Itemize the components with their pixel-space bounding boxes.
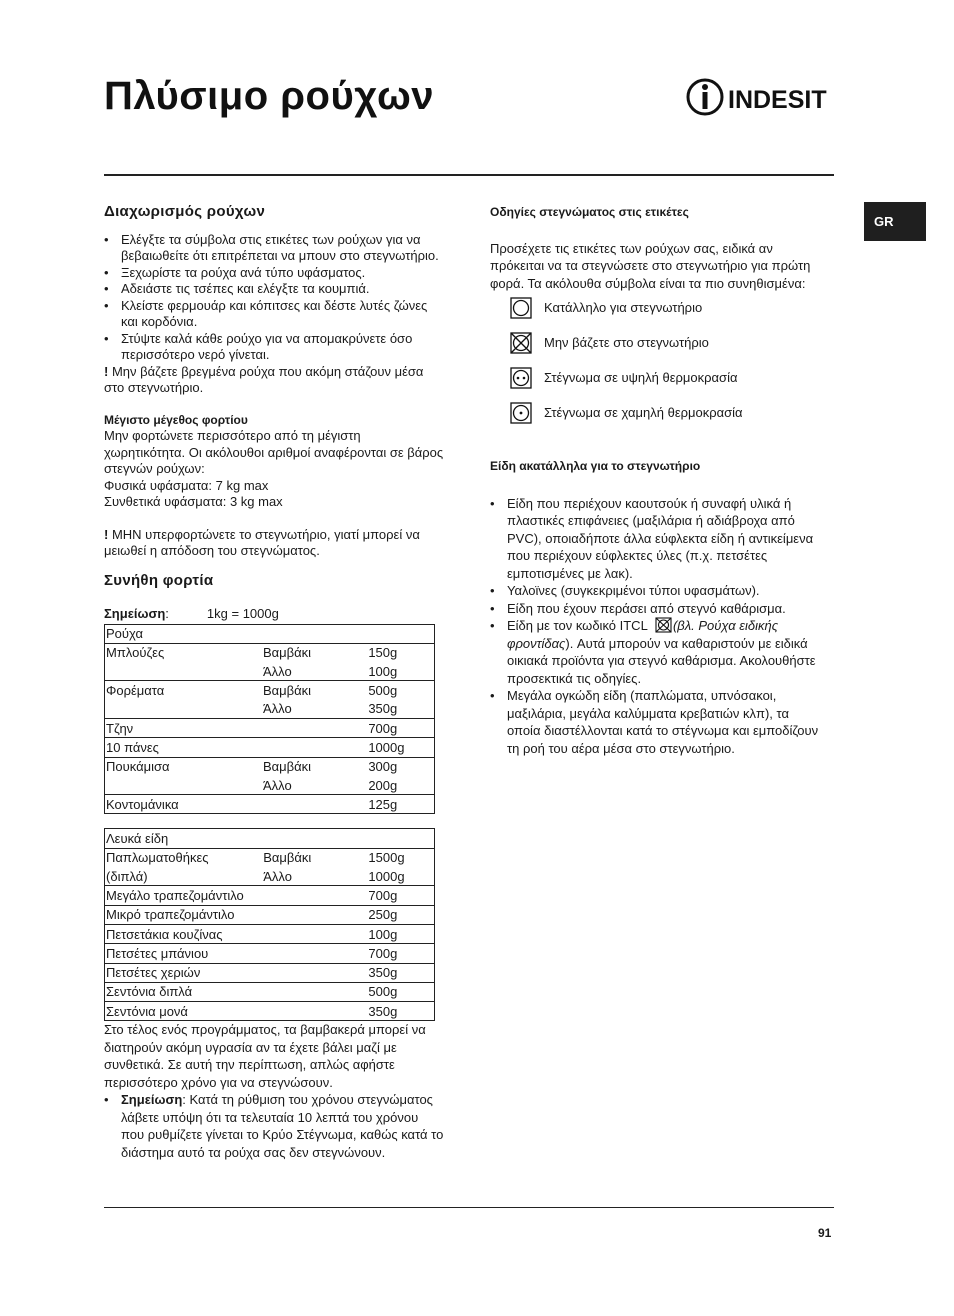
unsuitable-heading: Είδη ακατάλληλα για το στεγνωτήριο [490, 459, 701, 473]
clothes-table-grid [105, 625, 435, 814]
table-row [105, 848, 435, 867]
linen-table-grid [105, 829, 435, 1020]
table-cell-weight: 700g [368, 945, 398, 961]
bullet-note-text: : Κατά τη ρύθμιση του χρόνου στεγνώματος λάβετε υπόψη ότι τα τελευταία 10 λεπτά του χρόνου που ρυθμίζετε γίνεται το Κρύο Στέγνωμα, καθώς κατά το διάστημα αυτό τα ρούχα σας δεν στεγνώνουν. [121, 1092, 444, 1160]
table-row [105, 1002, 435, 1021]
clothes-table [104, 624, 435, 815]
table-cell-item: (διπλά) [106, 868, 148, 884]
table-cell-weight: 200g [368, 777, 398, 793]
table-cell-weight: 100g [368, 926, 398, 942]
sorting-warning [104, 364, 444, 397]
table-cell-weight: 150g [368, 645, 398, 661]
table-cell-item: Πουκάμισα [106, 759, 170, 775]
loads-after-text: Στο τέλος ενός προγράμματος, τα βαμβακερά μπορεί να διατηρούν ακόμη υγρασία αν τα έχετε βάλει μαζί με συνθετικά. Σε αυτή την περίπτωση, απλώς αφήστε περισσότερο χρόνο για να στεγνώσουν. [104, 1022, 426, 1090]
unsuitable-list [490, 495, 820, 758]
symbol-row [490, 325, 820, 360]
list-item: • Είδη που έχουν περάσει από στεγνό καθάρισμα. [490, 600, 820, 618]
table-cell-type [262, 963, 367, 982]
table-cell-weight: 250g [368, 907, 398, 923]
list-item: • Αδειάστε τις τσέπες και ελέγξτε τα κουμπιά. [104, 281, 444, 298]
warning-mark: ! [104, 363, 109, 379]
symbol-row [490, 360, 820, 395]
itcl-symbol-icon [655, 617, 672, 633]
warning-mark: ! [104, 526, 109, 542]
max-load-warning-text: ΜΗΝ υπερφορτώνετε το στεγνωτήριο, γιατί μπορεί να μειωθεί η απόδοση του στεγνώματος. [104, 526, 420, 558]
itcl-text-pre: Είδη με τον κωδικό ITCL [507, 618, 648, 633]
table-cell-type [262, 718, 367, 737]
table-cell-item: Παπλωματοθήκες [106, 850, 209, 866]
table-cell-type [262, 924, 367, 943]
labels-heading: Οδηγίες στεγνώματος στις ετικέτες [490, 205, 689, 219]
table-row [105, 886, 435, 905]
table-header: Ρούχα [106, 626, 144, 642]
table-cell-item: Τζην [106, 720, 134, 736]
table-cell-type: Βαμβάκι [263, 850, 312, 866]
table-cell-item: Μεγάλο τραπεζομάντιλο [106, 888, 244, 903]
list-item: • Ξεχωρίστε τα ρούχα ανά τύπο υφάσματος. [104, 265, 444, 282]
table-cell-weight: 1500g [368, 850, 405, 866]
table-cell-weight: 700g [368, 888, 398, 903]
list-item: • Υαλοϊνες (συγκεκριμένοι τύποι υφασμάτων). [490, 582, 820, 600]
table-cell-item: Πετσετάκια κουζίνας [106, 926, 223, 942]
list-item: • Είδη που περιέχουν καουτσούκ ή συναφή υλικά ή πλαστικές επιφάνειες (μαξιλάρια ή αδιάβροχα από PVC), οποιαδήποτε άλλα εύφλεκτα είδη ή αντικείμενα που περιέχουν εύφλεκτες ύλες (π.χ. πετσέτες εμποτισμένες με λακ). [490, 495, 820, 583]
do-not-tumble-dry-icon [510, 332, 532, 354]
table-cell-weight: 300g [368, 759, 398, 775]
table-cell-item: Σεντόνια διπλά [106, 984, 193, 1000]
table-cell-type [262, 982, 367, 1001]
table-cell-type [262, 738, 367, 757]
labels-text: Προσέχετε τις ετικέτες των ρούχων σας, ειδικά αν πρόκειται να τα στεγνώσετε στο στεγνωτήριο για πρώτη φορά. Τα ακόλουθα σύμβολα είναι τα πιο συνηθισμένα: [490, 240, 811, 291]
itcl-text-italic: (βλ. Ρούχα ειδικής φροντίδας [507, 618, 779, 651]
list-item: • Μεγάλα ογκώδη είδη (παπλώματα, υπνόσακοι, μαξιλάρια, μεγάλα καλύμματα κρεβατιών κλπ), τα οποία διαστέλλονται κατά το στέγνωμα και εμποδίζουν τη ροή του αέρα μέσα στο στεγνωτήριο. [490, 687, 820, 757]
table-cell-type: Βαμβάκι [263, 645, 312, 661]
bullet-note-label: Σημείωση [121, 1092, 183, 1108]
table-cell-weight: 500g [368, 984, 398, 1000]
page-number: 91 [818, 1226, 832, 1240]
table-header: Λευκά είδη [106, 831, 169, 847]
table-row [105, 718, 435, 737]
tumble-dry-ok-icon [510, 297, 532, 319]
language-tab-label: GR [874, 214, 894, 229]
list-item: • Στύψτε καλά κάθε ρούχο για να απομακρύνετε όσο περισσότερο νερό γίνεται. [104, 331, 444, 364]
table-cell-type: Άλλο [263, 701, 292, 717]
table-cell-type: Βαμβάκι [263, 759, 312, 775]
table-row [105, 681, 435, 700]
indesit-logo-icon [686, 76, 846, 120]
language-tab [864, 202, 926, 241]
table-cell-weight: 1000g [368, 868, 405, 884]
symbol-row [490, 290, 820, 325]
table-row [105, 700, 435, 719]
footer-rule [104, 1207, 834, 1208]
loads-note [104, 606, 444, 623]
table-cell-item: Φορέματα [106, 683, 165, 699]
table-cell-item: Μικρό τραπεζομάντιλο [106, 907, 235, 923]
max-load-text: Μην φορτώνετε περισσότερο από τη μέγιστη χωρητικότητα. Οι ακόλουθοι αριθμοί αναφέρονται σε βάρος στεγνών ρούχων: [104, 428, 444, 476]
tumble-dry-high-heat-icon [510, 367, 532, 389]
table-cell-weight: 700g [368, 720, 398, 736]
table-cell-weight: 1000g [368, 739, 405, 755]
table-cell-weight: 350g [368, 965, 398, 981]
table-cell-item: Μπλούζες [106, 645, 165, 661]
tumble-dry-low-heat-icon [510, 402, 532, 424]
loads-note-list [104, 1091, 444, 1161]
symbol-row [490, 395, 820, 430]
table-row [105, 643, 435, 662]
table-row [105, 738, 435, 757]
table-cell-type: Άλλο [263, 663, 292, 679]
symbol-list [490, 290, 820, 430]
list-item: • Κλείστε φερμουάρ και κόπιτσες και δέστε λυτές ζώνες και κορδόνια. [104, 298, 444, 331]
table-cell-type [262, 944, 367, 963]
table-cell-item: Πετσέτες μπάνιου [106, 945, 209, 961]
max-load-synthetic: Συνθετικά υφάσματα: 3 kg max [104, 494, 283, 509]
table-cell-weight: 350g [368, 701, 398, 717]
max-load-heading: Μέγιστο μέγεθος φορτίου [104, 412, 248, 427]
table-cell-type [262, 886, 367, 905]
table-cell-type: Άλλο [263, 868, 292, 884]
table-cell-item: Σεντόνια μονά [106, 1003, 188, 1019]
table-cell-type [262, 905, 367, 924]
table-row [105, 757, 435, 776]
sorting-heading: Διαχωρισμός ρούχων [104, 203, 266, 220]
table-row [105, 662, 435, 681]
table-cell-item: Κοντομάνικα [106, 796, 179, 812]
symbol-label: Στέγνωμα σε υψηλή θερμοκρασία [544, 369, 738, 385]
note-colon: : [165, 606, 169, 621]
table-cell-type [262, 1002, 367, 1021]
max-load-warning [104, 527, 444, 560]
symbol-label: Μην βάζετε στο στεγνωτήριο [544, 334, 709, 350]
list-item: • Ελέγξτε τα σύμβολα στις ετικέτες των ρούχων για να βεβαιωθείτε ότι επιτρέπεται να μπουν στο στεγνωτήριο. [104, 232, 444, 265]
table-cell-item: 10 πάνες [106, 739, 159, 755]
table-row [105, 905, 435, 924]
table-cell-weight: 100g [368, 663, 398, 679]
table-cell-weight: 125g [368, 796, 398, 812]
table-row [105, 795, 435, 814]
table-cell-type [262, 795, 367, 814]
linen-table [104, 828, 435, 1021]
note-label: Σημείωση [104, 606, 166, 621]
table-cell-item: Πετσέτες χεριών [106, 965, 201, 981]
table-row [105, 924, 435, 943]
list-item [490, 617, 820, 687]
table-cell-item [105, 776, 262, 795]
table-cell-item [105, 700, 262, 719]
list-item [104, 1091, 444, 1161]
left-column [104, 200, 444, 1161]
page-title: Πλύσιμο ρούχων [104, 74, 434, 118]
table-row [105, 776, 435, 795]
note-value: 1kg = 1000g [206, 606, 279, 621]
sorting-list [104, 232, 444, 364]
table-cell-item [105, 662, 262, 681]
header-rule [104, 174, 834, 176]
brand-logo [686, 76, 846, 120]
table-cell-type: Άλλο [263, 777, 292, 793]
table-cell-weight: 500g [368, 683, 398, 699]
right-column [490, 204, 820, 757]
loads-heading: Συνήθη φορτία [104, 571, 214, 589]
symbol-label: Κατάλληλο για στεγνωτήριο [544, 299, 703, 315]
table-row [105, 963, 435, 982]
sorting-warning-text: Μην βάζετε βρεγμένα ρούχα που ακόμη στάζουν μέσα στο στεγνωτήριο. [104, 363, 424, 395]
table-row [105, 982, 435, 1001]
brand-wordmark: INDESIT [728, 86, 827, 114]
table-row [105, 944, 435, 963]
max-load-natural: Φυσικά υφάσματα: 7 kg max [104, 477, 269, 493]
symbol-label: Στέγνωμα σε χαμηλή θερμοκρασία [544, 404, 743, 420]
itcl-text-post: ). Αυτά μπορούν να καθαριστούν με ειδικά οικιακά προϊόντα για στεγνό καθάρισμα. Ακολουθήστε προσεκτικά τις οδηγίες. [507, 635, 816, 686]
table-cell-weight: 350g [368, 1003, 398, 1019]
table-cell-type: Βαμβάκι [263, 683, 312, 699]
table-row [105, 867, 435, 886]
